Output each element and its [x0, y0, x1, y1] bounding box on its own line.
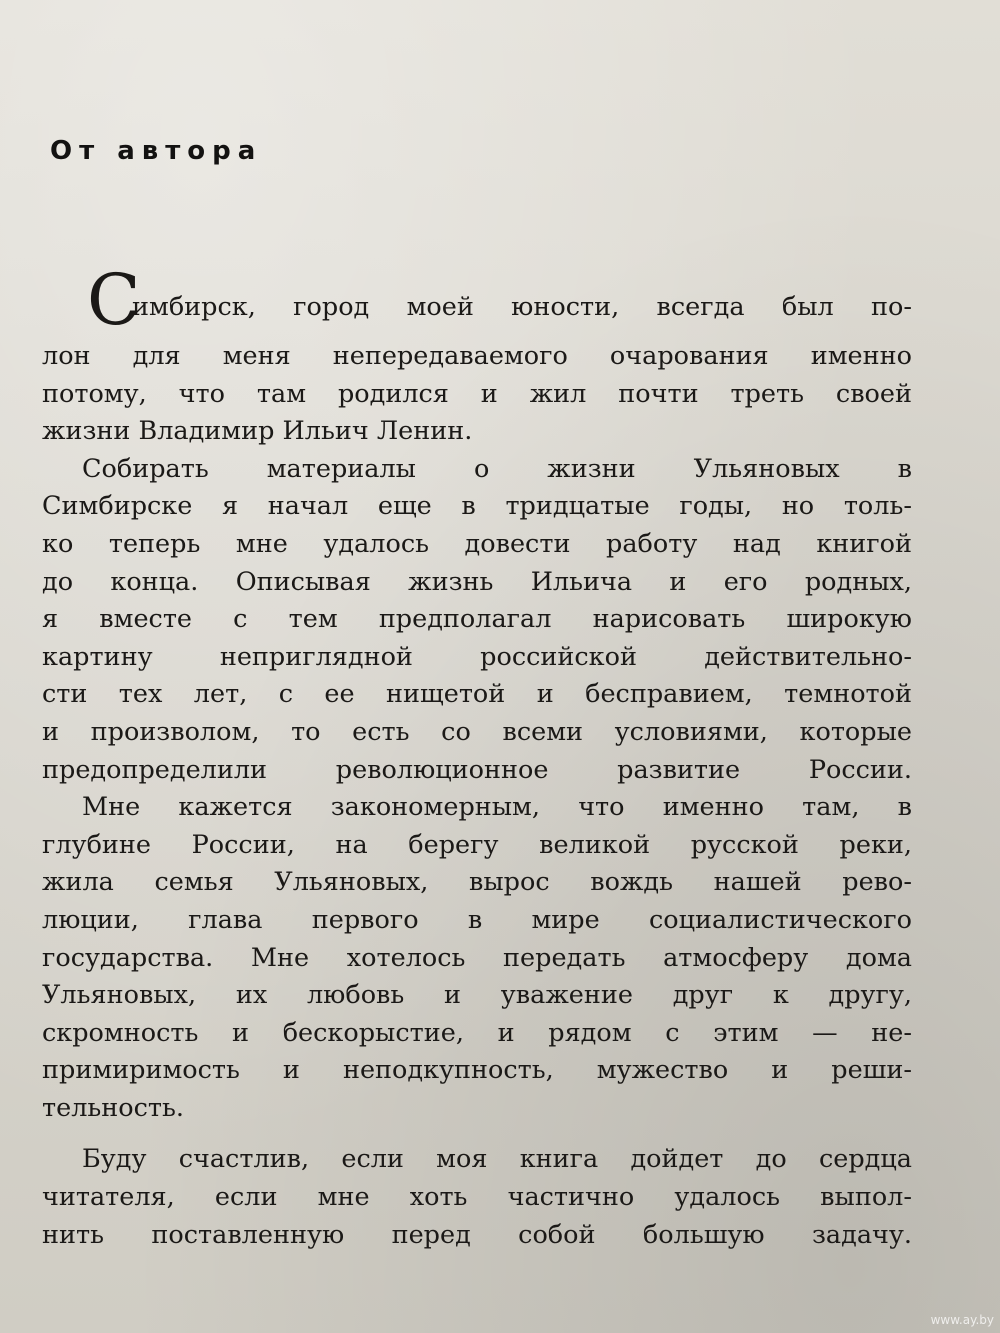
text-line: жизни Владимир Ильич Ленин. — [42, 416, 473, 447]
watermark: www.ay.by — [930, 1313, 994, 1327]
text-line: ко теперь мне удалось довести работу над книгой — [42, 528, 912, 559]
text-line: тельность. — [42, 1092, 185, 1123]
text-line: люции, глава первого в мире социалистического — [42, 904, 912, 935]
text-line: сти тех лет, с ее нищетой и бесправием, темнотой — [42, 679, 912, 710]
text-line: предопределили революционное развитие России. — [42, 754, 912, 785]
text-line: глубине России, на берегу великой русской реки, — [42, 829, 912, 860]
text-line: примиримость и неподкупность, мужество и реши- — [42, 1055, 912, 1086]
drop-cap-letter: С — [87, 259, 141, 341]
text-line: государства. Мне хотелось передать атмосферу дома — [42, 942, 912, 973]
text-line: Собирать материалы о жизни Ульяновых в — [82, 453, 912, 484]
text-line: до конца. Описывая жизнь Ильича и его родных, — [42, 566, 912, 597]
text-line: читателя, если мне хоть частично удалось выпол- — [42, 1182, 912, 1213]
text-line: Буду счастлив, если моя книга дойдет до сердца — [82, 1144, 912, 1175]
page-heading: От автора — [50, 136, 263, 166]
text-line: потому, что там родился и жил почти треть своей — [42, 378, 912, 409]
text-line: и произволом, то есть со всеми условиями, которые — [42, 716, 912, 747]
text-line: Симбирске я начал еще в тридцатые годы, но толь- — [42, 491, 912, 522]
text-line: Мне кажется закономерным, что именно там, в — [82, 792, 912, 823]
text-line: жила семья Ульяновых, вырос вождь нашей рево- — [42, 867, 912, 898]
text-line: скромность и бескорыстие, и рядом с этим — не- — [42, 1017, 912, 1048]
text-line: лон для меня непередаваемого очарования именно — [42, 341, 912, 371]
text-line-1 — [42, 259, 912, 341]
preface-text — [42, 259, 912, 1254]
text-line: картину неприглядной российской действительно- — [42, 641, 912, 672]
text-line: Ульяновых, их любовь и уважение друг к другу, — [42, 980, 912, 1011]
text-line: я вместе с тем предполагал нарисовать широкую — [42, 604, 912, 635]
paragraph-gap — [42, 1127, 912, 1141]
text-line-1-rest: имбирск, город моей юности, всегда был по- — [132, 292, 912, 322]
text-line: нить поставленную перед собой большую задачу. — [42, 1219, 912, 1250]
